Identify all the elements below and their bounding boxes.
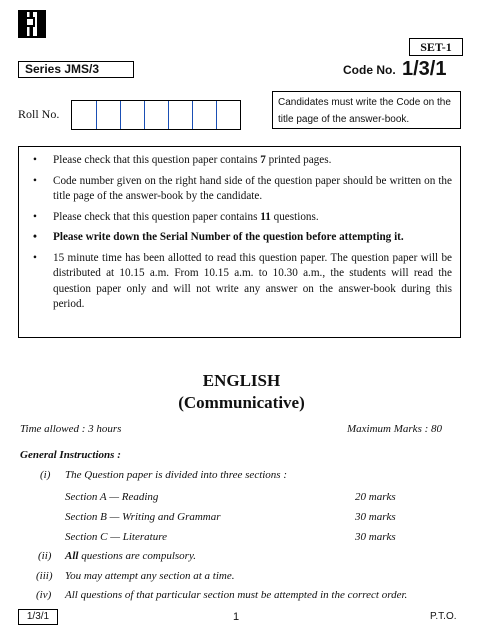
gi-number: (iv) [36,589,52,601]
roll-box[interactable] [192,101,216,129]
general-instructions-heading: General Instructions : [20,449,121,461]
gi-text: All questions of that particular section must be attempted in the correct order. [65,589,408,601]
time-allowed: Time allowed : 3 hours [20,423,122,435]
footer-code: 1/3/1 [18,609,58,625]
roll-label: Roll No. [18,107,60,121]
section-marks: 30 marks [355,531,396,543]
instruction-item: • Please check that this question paper contains 11 questions. [29,210,452,226]
code-value: 1/3/1 [402,58,447,80]
gi-text: All questions are compulsory. [65,550,196,562]
gi-text: The Question paper is divided into three sections : [65,469,288,481]
maximum-marks: Maximum Marks : 80 [347,423,443,435]
candidate-note: Candidates must write the Code on the title page of the answer-book. [272,91,461,129]
instruction-item: • Code number given on the right hand side of the question paper should be written on the title page of the answer-book by the candidate. [29,174,452,205]
section-name: Section C — Literature [65,531,167,543]
roll-box[interactable] [72,101,96,129]
qr-code-icon [20,12,44,36]
instruction-item: • Please write down the Serial Number of the question before attempting it. [29,230,452,246]
roll-number-boxes[interactable] [71,100,241,130]
roll-box[interactable] [216,101,240,129]
section-marks: 20 marks [355,491,396,503]
section-name: Section B — Writing and Grammar [65,511,221,523]
gi-number: (iii) [36,570,53,582]
instruction-item: • 15 minute time has been allotted to read this question paper. The question paper will be distributed at 10.15 a.m. From 10.15 a.m. to 10.30 a.m., the students will read the question paper only and will not write any answer on the answer-book during this period. [29,251,452,313]
instruction-item: • Please check that this question paper contains 7 printed pages. [29,153,452,169]
page-number: 1 [233,611,240,623]
roll-box[interactable] [168,101,192,129]
subject-subtitle: (Communicative) [178,393,305,412]
section-name: Section A — Reading [65,491,159,503]
section-marks: 30 marks [355,511,396,523]
instructions-box [18,146,461,338]
roll-box[interactable] [120,101,144,129]
roll-box[interactable] [144,101,168,129]
gi-text: You may attempt any section at a time. [65,570,235,582]
series-label: Series JMS/3 [18,61,134,78]
pto-label: P.T.O. [430,611,457,622]
gi-number: (ii) [38,550,52,562]
gi-number: (i) [40,469,51,481]
set-label: SET-1 [409,38,463,56]
code-label: Code No. [343,63,396,77]
roll-box[interactable] [96,101,120,129]
subject-title: ENGLISH [202,371,281,390]
